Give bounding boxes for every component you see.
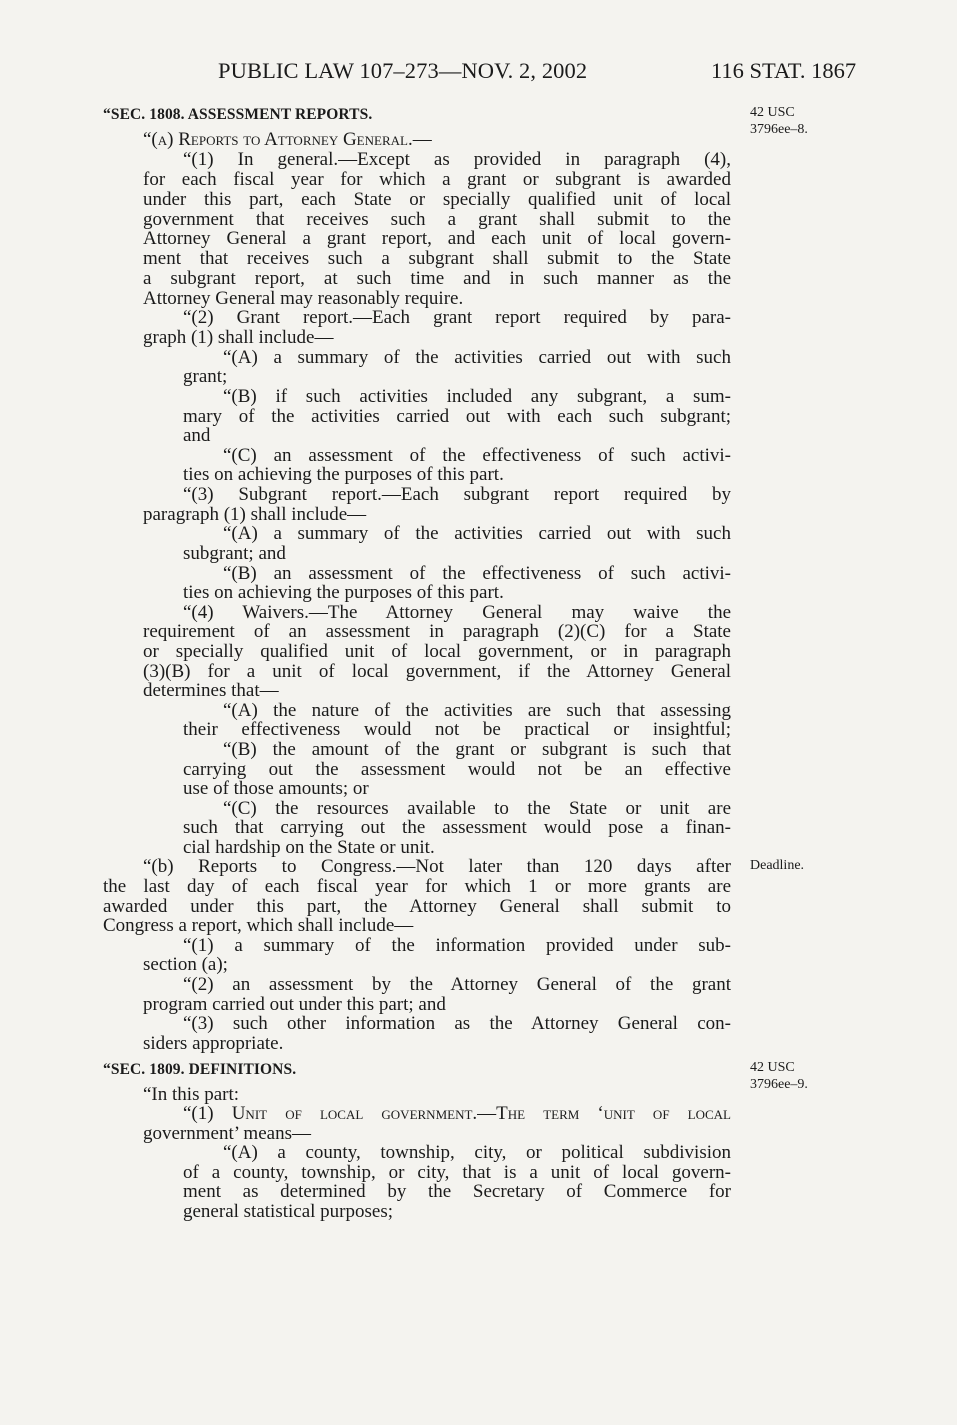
margin-note-deadline: Deadline. [750, 858, 805, 873]
text-line: “(A) a county, township, city, or political subdivision [223, 1143, 731, 1163]
margin-note-usc-1809: 42 USC [750, 1060, 795, 1075]
text-line: general statistical purposes; [183, 1201, 393, 1222]
text-line: Attorney General may reasonably require. [143, 288, 464, 309]
text-line: such that carrying out the assessment would pose a finan- [183, 818, 731, 838]
text-line: a subgrant report, at such time and in such manner as the [143, 269, 731, 289]
text-line: graph (1) shall include— [143, 327, 334, 348]
section-heading-1809: “SEC. 1809. DEFINITIONS. [103, 1061, 297, 1078]
text-line: “(3) such other information as the Attorney General con- [183, 1014, 731, 1034]
running-header-stat-page: 116 STAT. 1867 [711, 58, 857, 83]
text-line: and [183, 425, 211, 446]
text-line: (3)(B) for a unit of local government, if the Attorney General [143, 662, 731, 682]
text-line: awarded under this part, the Attorney General shall submit to [103, 897, 731, 917]
text-line: “(B) if such activities included any subgrant, a sum- [223, 387, 731, 407]
text-line: of a county, township, or city, that is a unit of local govern- [183, 1163, 731, 1183]
text-line: ties on achieving the purposes of this part. [183, 464, 504, 485]
text-line: “(1) Unit of local government.—The term ‘unit of local [183, 1104, 731, 1124]
text-line: subgrant; and [183, 543, 286, 564]
text-line: paragraph (1) shall include— [143, 504, 367, 525]
text-line: “(C) an assessment of the effectiveness of such activi- [223, 446, 731, 466]
text-line: or specially qualified unit of local government, or in paragraph [143, 642, 731, 662]
text-line: cial hardship on the State or unit. [183, 837, 435, 858]
text-line: Attorney General a grant report, and each unit of local govern- [143, 229, 731, 249]
text-line: ties on achieving the purposes of this part. [183, 582, 504, 603]
text-line: “(A) the nature of the activities are such that assessing [223, 701, 731, 721]
text-line: section (a); [143, 954, 228, 975]
text-line: determines that— [143, 680, 279, 701]
subsection-heading-a: “(a) Reports to Attorney General.— [143, 129, 432, 150]
margin-note-usc-1808-section: 3796ee–8. [750, 122, 808, 137]
text-line: mary of the activities carried out with each such subgrant; [183, 407, 731, 427]
text-line: use of those amounts; or [183, 778, 369, 799]
text-line: “(2) Grant report.—Each grant report required by para- [183, 308, 731, 328]
text-line: “(3) Subgrant report.—Each subgrant report required by [183, 485, 731, 505]
margin-note-usc-1808: 42 USC [750, 105, 795, 120]
text-line: “(B) an assessment of the effectiveness of such activi- [223, 564, 731, 584]
text-line: program carried out under this part; and [143, 994, 446, 1015]
text-line: their effectiveness would not be practical or insightful; [183, 720, 731, 740]
text-line: under this part, each State or specially qualified unit of local [143, 190, 731, 210]
text-line: “(1) In general.—Except as provided in paragraph (4), [183, 150, 731, 170]
text-line: “(A) a summary of the activities carried out with such [223, 524, 731, 544]
text-line: “(4) Waivers.—The Attorney General may waive the [183, 603, 731, 623]
text-line: “(B) the amount of the grant or subgrant is such that [223, 740, 731, 760]
text-line: siders appropriate. [143, 1033, 284, 1054]
margin-note-usc-1809-section: 3796ee–9. [750, 1077, 808, 1092]
text-line: “(2) an assessment by the Attorney General of the grant [183, 975, 731, 995]
text-line: “In this part: [143, 1084, 240, 1105]
text-line: “(b) Reports to Congress.—Not later than 120 days after [143, 857, 731, 877]
text-line: ment as determined by the Secretary of Commerce for [183, 1182, 731, 1202]
text-line: Congress a report, which shall include— [103, 915, 414, 936]
text-line: “(A) a summary of the activities carried out with such [223, 348, 731, 368]
running-header-law: PUBLIC LAW 107–273—NOV. 2, 2002 [218, 58, 588, 83]
text-line: “(C) the resources available to the State or unit are [223, 799, 731, 819]
text-line: grant; [183, 366, 228, 387]
text-line: government that receives such a grant shall submit to the [143, 210, 731, 230]
text-line: for each fiscal year for which a grant or subgrant is awarded [143, 170, 731, 190]
section-heading-1808: “SEC. 1808. ASSESSMENT REPORTS. [103, 106, 373, 123]
text-line: ment that receives such a subgrant shall submit to the State [143, 249, 731, 269]
text-line: government’ means— [143, 1123, 311, 1144]
text-line: “(1) a summary of the information provided under sub- [183, 936, 731, 956]
text-line: carrying out the assessment would not be an effective [183, 760, 731, 780]
text-line: the last day of each fiscal year for which 1 or more grants are [103, 877, 731, 897]
text-line: requirement of an assessment in paragraph (2)(C) for a State [143, 622, 731, 642]
